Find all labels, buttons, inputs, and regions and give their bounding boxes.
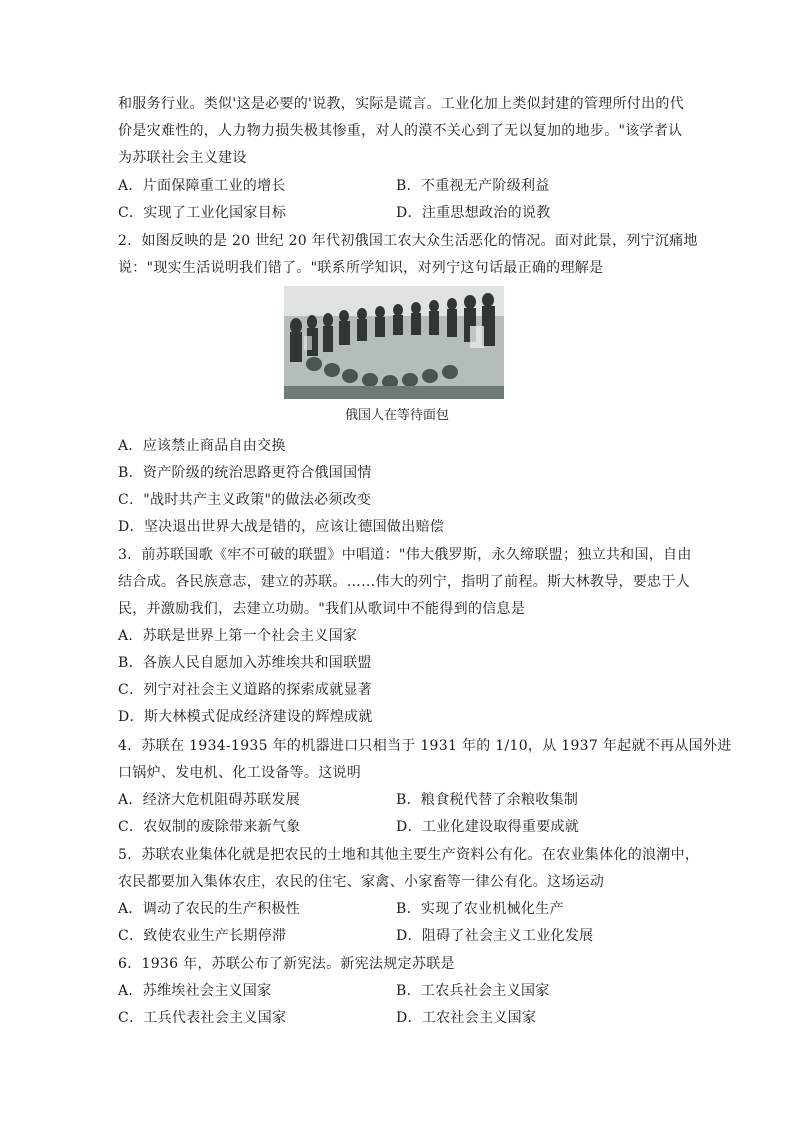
intro-line-3: 为苏联社会主义建设 [118,150,247,166]
q2-option-b: B．资产阶级的统治思路更符合俄国国情 [118,465,372,481]
q2-stem-line-2: 说："现实生活说明我们错了。"联系所学知识，对列宁这句话最正确的理解是 [118,260,604,276]
q3-stem-line-1: 3．前苏联国歌《牢不可破的联盟》中唱道："伟大俄罗斯，永久缔联盟；独立共和国，自由 [118,547,692,563]
photo-caption: 俄国人在等待面包 [344,408,449,423]
q3-option-d: D．斯大林模式促成经济建设的辉煌成就 [118,709,373,725]
intro-line-2: 价是灾难性的，人力物力损失极其惨重，对人的漠不关心到了无以复加的地步。"该学者认 [118,123,683,139]
q2-stem-line-1: 2．如图反映的是 20 世纪 20 年代初俄国工农大众生活恶化的情况。面对此景，列宁沉痛地 [118,233,698,249]
q6-stem-line-1: 6．1936 年，苏联公布了新宪法。新宪法规定苏联是 [118,956,455,972]
q3-option-c: C．列宁对社会主义道路的探索成就显著 [118,682,373,698]
q4-option-b: B．粮食税代替了余粮收集制 [396,792,579,808]
q5-stem-line-2: 农民都要加入集体农庄，农民的住宅、家禽、小家畜等一律公有化。这场运动 [118,874,605,890]
q6-option-c: C．工兵代表社会主义国家 [118,1010,287,1026]
q4-option-d: D．工业化建设取得重要成就 [396,819,580,835]
q6-option-d: D．工农社会主义国家 [396,1010,537,1026]
q3-option-b: B．各族人民自愿加入苏维埃共和国联盟 [118,655,372,671]
q4-stem-line-1: 4．苏联在 1934-1935 年的机器进口只相当于 1931 年的 1/10，从 1937 年起就不再从国外进 [118,738,732,754]
q3-option-a: A．苏联是世界上第一个社会主义国家 [118,628,358,644]
q5-stem-line-1: 5．苏联农业集体化就是把农民的土地和其他主要生产资料公有化。在农业集体化的浪潮中， [118,847,700,863]
q3-stem-line-3: 民，并激励我们，去建立功勋。"我们从歌词中不能得到的信息是 [118,601,526,617]
q1-option-c: C．实现了工业化国家目标 [118,205,287,221]
q2-option-c: C．"战时共产主义政策"的做法必须改变 [118,492,372,508]
q6-option-a: A．苏维埃社会主义国家 [118,983,272,999]
q3-stem-line-2: 结合成。各民族意志，建立的苏联。……伟大的列宁，指明了前程。斯大林教导，要忠于人 [118,574,690,590]
q2-option-a: A．应该禁止商品自由交换 [118,438,286,454]
q5-option-b: B．实现了农业机械化生产 [396,901,564,917]
q4-option-c: C．农奴制的废除带来新气象 [118,819,301,835]
q5-option-c: C．致使农业生产长期停滞 [118,928,287,944]
q5-option-a: A．调动了农民的生产积极性 [118,901,301,917]
crowd-waiting-for-bread-photo [284,286,504,399]
intro-line-1: 和服务行业。类似'这是必要的'说教，实际是谎言。工业化加上类似封建的管理所付出的代 [118,96,684,112]
q4-stem-line-2: 口锅炉、发电机、化工设备等。这说明 [118,765,362,781]
q1-option-b: B．不重视无产阶级利益 [396,178,550,194]
q1-option-d: D．注重思想政治的说教 [396,205,551,221]
q1-option-a: A．片面保障重工业的增长 [118,178,286,194]
q4-option-a: A．经济大危机阻碍苏联发展 [118,792,301,808]
q2-option-d: D．坚决退出世界大战是错的，应该让德国做出赔偿 [118,519,445,535]
q6-option-b: B．工农兵社会主义国家 [396,983,550,999]
q5-option-d: D．阻碍了社会主义工业化发展 [396,928,594,944]
